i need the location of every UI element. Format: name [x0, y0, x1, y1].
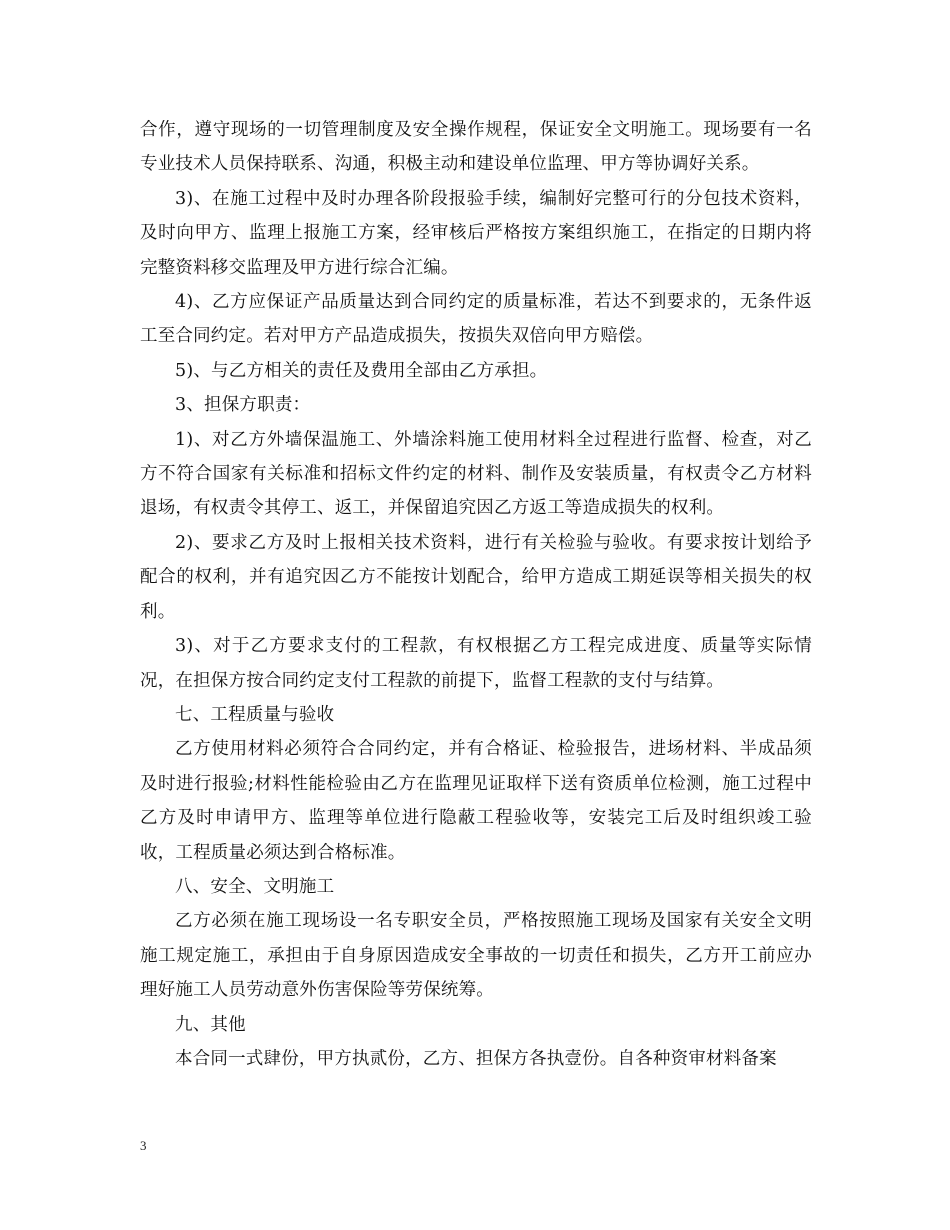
heading-other: 九、其他 [175, 1014, 246, 1035]
paragraph-guarantor-clause-1: 1)、对乙方外墙保温施工、外墙涂料施工使用材料全过程进行监督、检查，对乙方不符合国家有关标准和招标文件约定的材料、制作及安装质量，有权责令乙方材料退场，有权责令其停工、返工，并保留追究因乙方返工等造成损失的权利。 [140, 429, 812, 519]
heading-safety: 八、安全、文明施工 [175, 876, 335, 897]
paragraph-guarantor-clause-3: 3)、对于乙方要求支付的工程款，有权根据乙方工程完成进度、质量等实际情况，在担保方按合同约定支付工程款的前提下，监督工程款的支付与结算。 [140, 636, 812, 691]
paragraph-cooperation-continued: 合作，遵守现场的一切管理制度及安全操作规程，保证安全文明施工。现场要有一名专业技术人员保持联系、沟通，积极主动和建设单位监理、甲方等协调好关系。 [140, 120, 812, 175]
paragraph-guarantor-clause-2: 2)、要求乙方及时上报相关技术资料，进行有关检验与验收。有要求按计划给予配合的权利，并有追究因乙方不能按计划配合，给甲方造成工期延误等相关损失的权利。 [140, 532, 812, 622]
paragraph-safety: 乙方必须在施工现场设一名专职安全员，严格按照施工现场及国家有关安全文明施工规定施工，承担由于自身原因造成安全事故的一切责任和损失，乙方开工前应办理好施工人员劳动意外伤害保险等劳保统筹。 [140, 911, 812, 1001]
page-number: 3 [140, 1138, 147, 1153]
paragraph-clause-4-quality: 4)、乙方应保证产品质量达到合同约定的质量标准，若达不到要求的，无条件返工至合同约定。若对甲方产品造成损失，按损失双倍向甲方赔偿。 [140, 292, 812, 347]
heading-quality-acceptance: 七、工程质量与验收 [175, 704, 335, 725]
paragraph-quality-acceptance: 乙方使用材料必须符合合同约定，并有合格证、检验报告，进场材料、半成品须及时进行报验;材料性能检验由乙方在监理见证取样下送有资质单位检测，施工过程中乙方及时申请甲方、监理等单位进行隐蔽工程验收等，安装完工后及时组织竣工验收，工程质量必须达到合格标准。 [140, 739, 812, 863]
paragraph-clause-5-costs: 5)、与乙方相关的责任及费用全部由乙方承担。 [175, 360, 548, 381]
paragraph-copies: 本合同一式肆份，甲方执贰份，乙方、担保方各执壹份。自各种资审材料备案 [175, 1048, 777, 1069]
heading-guarantor-duties: 3、担保方职责： [175, 395, 311, 416]
paragraph-clause-3-reporting: 3)、在施工过程中及时办理各阶段报验手续，编制好完整可行的分包技术资料，及时向甲方、监理上报施工方案，经审核后严格按方案组织施工，在指定的日期内将完整资料移交监理及甲方进行综合汇编。 [140, 188, 812, 278]
contract-body [140, 113, 812, 1076]
